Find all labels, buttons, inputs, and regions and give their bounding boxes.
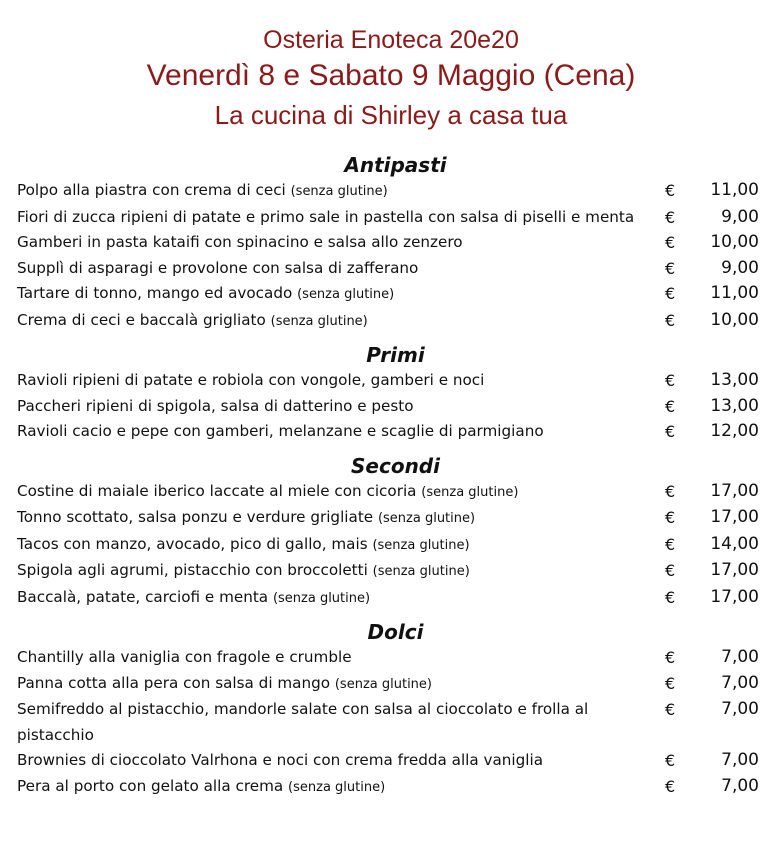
restaurant-name: Osteria Enoteca 20e20 [263,26,519,54]
dish-name-cell [17,774,665,801]
currency-symbol: € [665,508,676,527]
dish-price: 13,00 [710,370,759,390]
currency-symbol: € [665,310,676,330]
dish-price: 11,00 [710,283,759,303]
menu-item [17,558,762,585]
dish-name: Gamberi in pasta kataifi con spinacino e salsa allo zenzero [17,233,463,251]
menu-list [17,152,762,800]
dish-name: Chantilly alla vaniglia con fragole e crumble [17,648,352,666]
dish-name-cell [17,585,665,612]
event-dates: Venerdì 8 e Sabato 9 Maggio (Cena) [146,59,636,92]
dish-name-cell [17,748,665,774]
dish-price: 7,00 [721,647,759,667]
dish-name: Brownies di cioccolato Valrhona e noci con crema fredda alla vaniglia [17,751,544,769]
menu-item [17,585,762,612]
dietary-note: (senza glutine) [372,564,470,579]
dish-name-cell [17,505,665,532]
dish-name: Paccheri ripieni di spigola, salsa di datterino e pesto [17,396,414,415]
section-spacer [17,445,762,449]
menu-item [17,178,762,205]
dish-name-cell [17,256,665,282]
currency-symbol: € [665,422,676,441]
menu-item [17,671,762,698]
dish-price: 10,00 [710,232,759,252]
currency-symbol: € [665,396,676,416]
dietary-note: (senza glutine) [377,511,476,526]
dish-price: 7,00 [721,672,759,693]
dish-name: Supplì di asparagi e provolone con salsa di zafferano [17,258,419,277]
dish-name: Crema di ceci e baccalà grigliato [17,310,266,329]
section-spacer [17,334,762,338]
currency-symbol: € [665,587,676,607]
dish-price: 17,00 [710,480,759,501]
dish-name-cell [17,697,665,748]
dish-name: Semifreddo al pistacchio, mandorle salate con salsa al cioccolato e frolla al pistacchio [17,700,589,744]
dish-name-cell [17,308,665,335]
dish-name: Tonno scottato, salsa ponzu e verdure grigliate [17,508,374,526]
menu-item [17,205,762,231]
currency-symbol: € [665,700,676,719]
dietary-note: (senza glutine) [421,484,519,500]
dietary-note: (senza glutine) [288,779,386,795]
menu-item [17,281,762,308]
dish-price: 14,00 [710,533,759,554]
dish-name-cell [17,281,665,308]
dish-price: 7,00 [721,699,759,719]
dish-price: 17,00 [710,586,759,607]
dish-price: 17,00 [710,507,759,527]
menu-item [17,697,762,748]
dish-price: 9,00 [721,257,759,278]
dish-price: 12,00 [710,421,759,441]
dish-name-cell [17,671,665,698]
dish-name-cell [17,230,665,256]
menu-item [17,748,762,774]
section-title: Antipasti [344,153,447,177]
section-title: Secondi [351,453,440,478]
dish-name: Tacos con manzo, avocado, pico di gallo, mais [17,534,373,553]
menu-item [17,368,762,394]
dish-price: 13,00 [710,395,759,416]
dish-name: Costine di maiale iberico laccate al miele con cicoria [17,481,422,500]
currency-symbol: € [665,648,676,667]
currency-symbol: € [665,284,676,303]
currency-symbol: € [665,751,676,770]
dish-name: Ravioli ripieni di patate e robiola con vongole, gamberi e noci [17,371,485,389]
dish-name-cell [17,479,665,506]
dish-name: Panna cotta alla pera con salsa di mango [17,673,335,692]
menu-item [17,645,762,671]
currency-symbol: € [665,207,676,227]
dish-price: 11,00 [710,180,759,200]
dish-name: Tartare di tonno, mango ed avocado [17,284,293,302]
currency-symbol: € [665,258,676,278]
dish-price: 9,00 [721,206,759,227]
dietary-note: (senza glutine) [372,537,470,553]
currency-symbol: € [665,561,676,580]
dish-price: 10,00 [710,309,759,330]
dish-name-cell [17,394,665,420]
dish-name: Fiori di zucca ripieni di patate e primo sale in pastella con salsa di piselli e menta [17,207,635,226]
dish-name-cell [17,419,665,445]
dietary-note: (senza glutine) [270,313,368,329]
currency-symbol: € [665,181,676,200]
dietary-note: (senza glutine) [290,184,388,199]
dish-name-cell [17,645,665,671]
dish-name-cell [17,178,665,205]
menu-item [17,256,762,282]
currency-symbol: € [665,481,676,501]
menu-item [17,230,762,256]
menu-item [17,532,762,559]
dish-name: Baccalà, patate, carciofi e menta [17,587,269,606]
dish-name-cell [17,205,665,231]
menu-item [17,505,762,532]
section-spacer [17,611,762,615]
dietary-note: (senza glutine) [297,287,395,302]
currency-symbol: € [665,233,676,252]
dish-name-cell [17,532,665,559]
dish-name-cell [17,368,665,394]
dish-price: 7,00 [721,750,759,770]
dietary-note: (senza glutine) [334,676,432,692]
currency-symbol: € [665,534,676,554]
menu-item [17,394,762,420]
tagline: La cucina di Shirley a casa tua [214,100,568,130]
dish-name: Pera al porto con gelato alla crema [17,776,284,795]
section-title: Primi [366,343,425,367]
dish-price: 17,00 [710,560,759,580]
dish-price: 7,00 [721,775,759,796]
section-title: Dolci [367,620,424,644]
dish-name-cell [17,558,665,585]
menu-item [17,774,762,801]
dish-name: Spigola agli agrumi, pistacchio con broccoletti [17,561,368,579]
dietary-note: (senza glutine) [272,590,371,606]
dish-name: Polpo alla piastra con crema di ceci [17,181,286,199]
currency-symbol: € [665,371,676,390]
currency-symbol: € [665,776,676,796]
dish-name: Ravioli cacio e pepe con gamberi, melanzane e scaglie di parmigiano [17,422,544,440]
currency-symbol: € [665,673,676,693]
menu-item [17,479,762,506]
menu-item [17,308,762,335]
menu-item [17,419,762,445]
